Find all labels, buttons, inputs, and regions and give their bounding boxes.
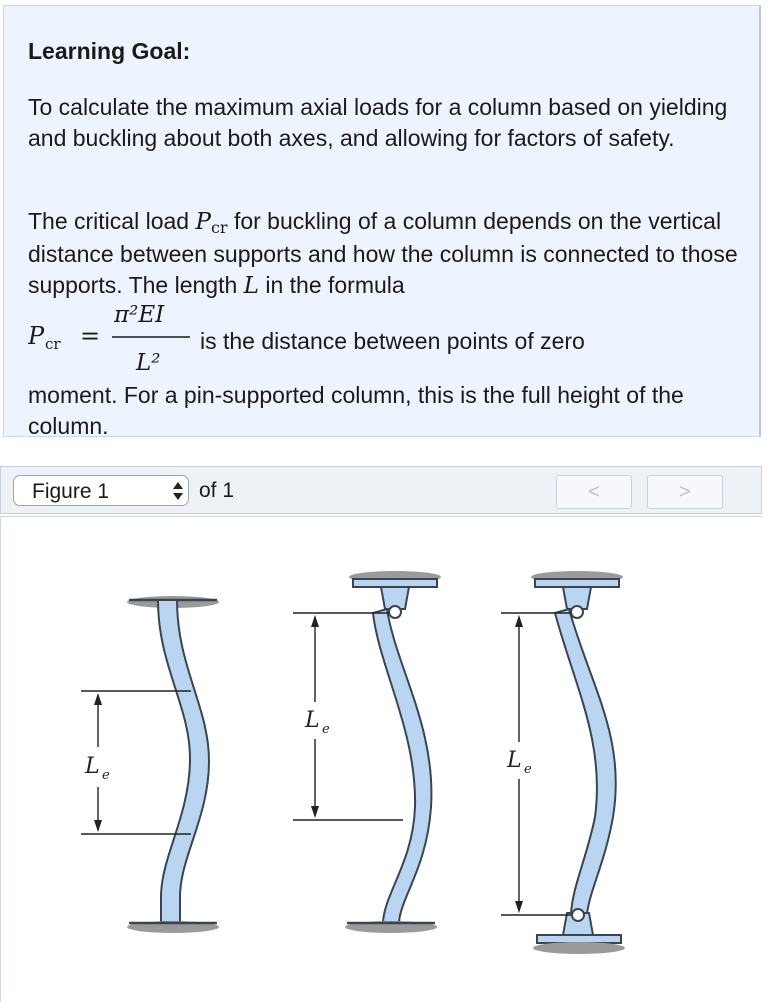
learning-goal-paragraph: To calculate the maximum axial loads for a column based on yielding and buckling about both axes, and allowing for factors of safety. (28, 94, 728, 151)
learning-goal-panel (3, 5, 761, 437)
le-subscript: e (524, 762, 532, 777)
figure-toolbar (0, 466, 762, 514)
pin-circle-bottom (572, 909, 584, 921)
formula-cr: cr (45, 335, 61, 353)
learning-goal-title: Learning Goal: (28, 38, 191, 64)
formula-equals: = (80, 322, 101, 350)
figure-count: of 1 (199, 479, 235, 502)
bottom-support (533, 942, 625, 954)
select-arrows-icon (172, 481, 184, 501)
le-label: L (507, 748, 522, 773)
chevron-left-icon: < (588, 481, 600, 503)
cr-subscript: cr (210, 218, 228, 237)
figure-select-value: Figure 1 (32, 480, 110, 503)
p-symbol: P (195, 209, 211, 235)
moment-paragraph: moment. For a pin-supported column, this is the full height of the column. (28, 382, 684, 439)
figure-area (0, 516, 762, 1002)
euler-formula (28, 298, 228, 378)
previous-figure-button[interactable] (556, 475, 632, 509)
column-shape (373, 609, 431, 922)
column-fixed-fixed (81, 596, 219, 933)
le-subscript: e (102, 768, 110, 783)
figure-select[interactable] (13, 475, 189, 506)
column-shape (158, 600, 209, 922)
chevron-right-icon: > (679, 481, 691, 503)
le-label: L (85, 754, 100, 779)
next-figure-button[interactable] (647, 475, 723, 509)
column-pinned-fixed (293, 571, 441, 933)
l-symbol: L (243, 273, 259, 299)
critical-load-paragraph (28, 206, 743, 302)
text-span: for buckling of a column depends on the vertical distance between supports and how the column is connected to those supports. The length (28, 208, 738, 298)
formula-trailing-text: is the distance between points of zero (200, 328, 585, 354)
formula-denominator: L² (136, 350, 161, 376)
column-buckling-figure (1, 517, 763, 1003)
le-label: L (305, 708, 320, 733)
formula-p: P (28, 322, 45, 350)
pin-circle (389, 606, 401, 618)
formula-numerator: π²EI (114, 302, 165, 328)
text-span: The critical load (28, 208, 196, 234)
column-shape (555, 609, 616, 913)
pin-circle (571, 606, 583, 618)
text-span: in the formula (258, 272, 405, 298)
le-subscript: e (322, 722, 330, 737)
column-pinned-pinned (501, 571, 625, 954)
